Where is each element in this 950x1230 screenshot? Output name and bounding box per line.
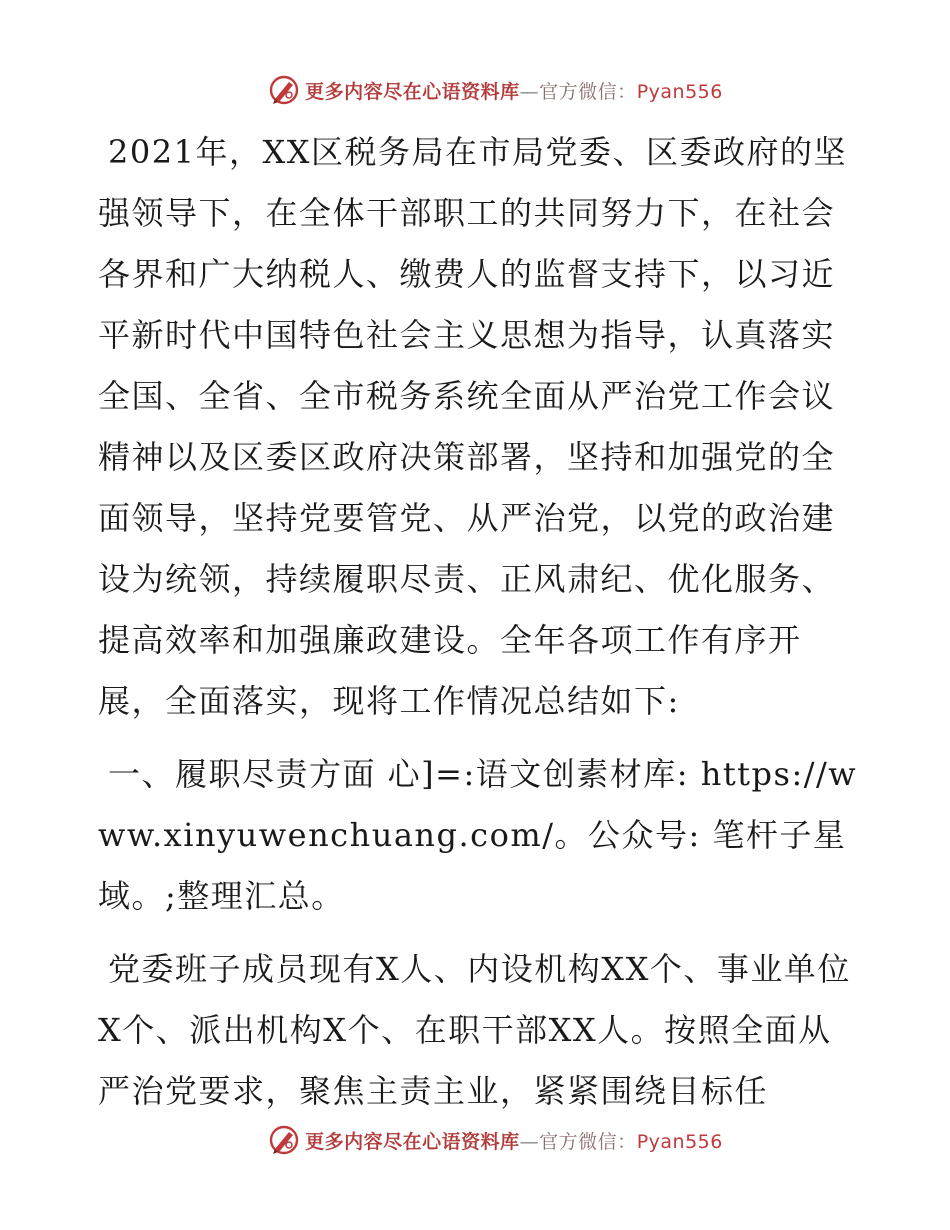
footer-banner-content	[267, 1123, 723, 1157]
document-body	[98, 122, 858, 1134]
banner-separator: —	[519, 80, 540, 103]
paragraph-party-committee: 党委班子成员现有X人、内设机构XX个、事业单位X个、派出机构X个、在职干部XX人。按照全面从严治党要求，聚焦主责主业，紧紧围绕目标任	[98, 950, 851, 1110]
paragraph-section-heading: 一、履职尽责方面 心]=:语文创素材库: https://www.xinyuwenchuang.com/。公众号: 笔杆子星域。;整理汇总。	[98, 755, 858, 915]
pen-logo-icon	[267, 1123, 301, 1157]
pen-logo-icon	[267, 73, 301, 107]
banner-account: Pyan556	[636, 80, 723, 103]
header-banner	[0, 70, 950, 110]
banner-wechat-label: 官方微信：	[539, 1130, 637, 1153]
banner-text	[305, 77, 723, 104]
banner-separator: —	[519, 1130, 540, 1153]
banner-title: 更多内容尽在心语资料库	[305, 1130, 520, 1153]
paragraph-intro: 2021年，XX区税务局在市局党委、区委政府的坚强领导下，在全体干部职工的共同努力下，在社会各界和广大纳税人、缴费人的监督支持下，以习近平新时代中国特色社会主义思想为指导，认真落实全国、全省、全市税务系统全面从严治党工作会议精神以及区委区政府决策部署，坚持和加强党的全面领导，坚持党要管党、从严治党，以党的政治建设为统领，持续履职尽责、正风肃纪、优化服务、提高效率和加强廉政建设。全年各项工作有序开展，全面落实，现将工作情况总结如下:	[98, 133, 848, 720]
banner-account: Pyan556	[636, 1130, 723, 1153]
banner-title: 更多内容尽在心语资料库	[305, 80, 520, 103]
header-banner-content	[267, 73, 723, 107]
banner-wechat-label: 官方微信：	[539, 80, 637, 103]
footer-banner	[0, 1120, 950, 1160]
banner-text	[305, 1127, 723, 1154]
